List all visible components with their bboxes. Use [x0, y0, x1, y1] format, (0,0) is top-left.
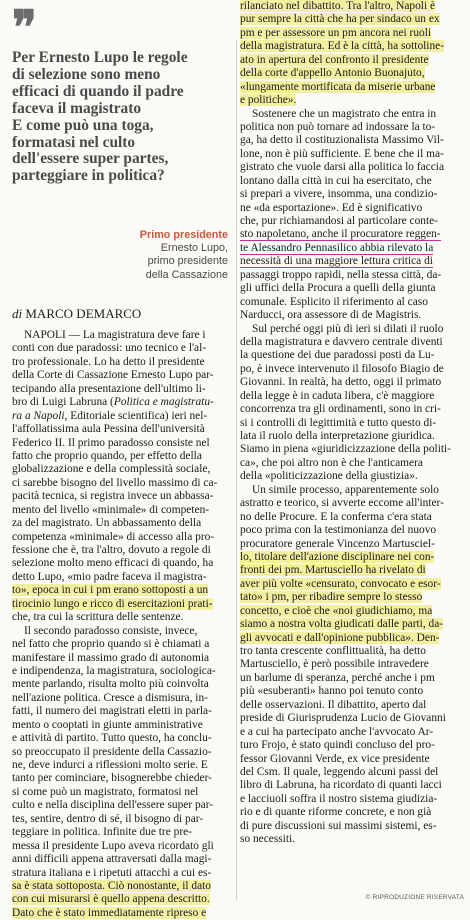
caption-line: della Cassazione [145, 268, 228, 281]
text-run: si prepari a vivere, insomma, una condizio- [240, 188, 438, 201]
text-run: e a cui ha partecipato anche l'avvocato Ar- [240, 725, 434, 738]
text-run: sa è stata sottoposta. Ciò nonostante, il dato [12, 879, 211, 892]
text-line [12, 544, 234, 557]
text-line [240, 658, 468, 671]
quote-mark-icon: ❞ [12, 0, 37, 54]
text-run: politica non può tornare ad indossare la to- [240, 120, 436, 133]
text-run: ca», che poi altro non è che l'anticamera [240, 456, 423, 469]
text-line [12, 531, 234, 544]
text-run: tro professionale. Lo ha detto il presidente [12, 355, 205, 368]
byline-prefix: di [12, 306, 23, 321]
text-run: gli avvocati e dall'opinione pubblica». Den- [240, 631, 440, 644]
text-run: Martusciello, è però possibile intravedere [240, 658, 429, 671]
text-run: aver più volte «censurato, convocato e esor- [240, 577, 441, 590]
text-line [240, 94, 468, 107]
text-line [12, 799, 234, 812]
text-run: globalizzazione e della complessità sociale, [12, 463, 211, 476]
text-line [12, 369, 234, 382]
text-line [240, 672, 468, 685]
text-line [240, 309, 468, 322]
text-run: tro tanta crescente conflittualità, ha detto [240, 645, 426, 657]
headline-line: parteggiare in politica? [12, 167, 165, 185]
text-line [12, 463, 234, 476]
text-line [240, 376, 468, 389]
text-run: ra a Napoli, Editoriale scientifica) ieri nel- [12, 409, 208, 422]
text-run: bro di Luigi Labruna (Politica e magistratu- [12, 396, 214, 409]
text-run: tecipando alla presentazione dell'ultimo li- [12, 382, 206, 395]
text-run: siamo a nostra volta giudicati dalle parti, da- [240, 618, 444, 631]
text-line [240, 40, 468, 53]
text-line [240, 282, 468, 295]
text-line [12, 329, 234, 342]
text-line [240, 632, 468, 645]
text-run: sto napoletano, anche il procuratore reggen- [240, 228, 441, 241]
headline-line: formatasi nel culto [12, 133, 136, 151]
text-run: tes, sentire, dentro di sé, il bisogno di par- [12, 812, 204, 825]
text-line [12, 383, 234, 396]
text-line [240, 591, 468, 604]
headline-line: dell'essere super partes, [12, 150, 169, 168]
text-run: gistrato che vuole darsi alla politica lo faccia [240, 161, 444, 174]
caption-title: Primo presidente [139, 229, 228, 241]
column-divider [236, 40, 237, 900]
text-line [240, 793, 468, 806]
right-column-text [240, 0, 468, 847]
text-line [240, 67, 468, 80]
text-run: Giovanni. In realtà, ha detto, oggi il primato [240, 376, 442, 389]
text-line [240, 699, 468, 712]
text-run: tato» i pm, per ribadire sempre lo stesso [240, 591, 423, 604]
text-run: della Corte di Cassazione Ernesto Lupo par- [12, 369, 214, 382]
text-line [240, 739, 468, 752]
text-run: te Alessandro Pennasilico abbia rilevato la [240, 241, 434, 254]
text-run: preside di Giurisprudenza Lucio de Giovanni [240, 712, 446, 725]
text-line [240, 215, 468, 228]
text-line [12, 665, 234, 678]
text-line [240, 430, 468, 443]
text-run: pm e per assessore un pm ancora nei ruoli [240, 26, 432, 39]
text-line [240, 27, 468, 40]
text-run: fatti, il numero dei magistrati eletti in parla- [12, 705, 212, 718]
text-line [12, 719, 234, 732]
text-run: che, tra cui la scrittura delle sentenze. [12, 611, 184, 624]
text-line [12, 477, 234, 490]
text-line [12, 396, 234, 409]
text-run: fessor Giovanni Verde, ex vice presidente [240, 752, 430, 765]
text-line [240, 605, 468, 618]
text-line [240, 390, 468, 403]
text-run: gli uffici della Procura a quelli della giunta [240, 282, 436, 295]
text-run: astratto e teorico, si avverte eccome all'inter- [240, 497, 444, 510]
text-line [240, 712, 468, 725]
text-line [12, 342, 234, 355]
text-run: con cui misurarsi è quello appena descritto. [12, 893, 210, 906]
text-line [12, 746, 234, 759]
text-line [240, 484, 468, 497]
text-run: ga, ha detto il costituzionalista Massimo Vil- [240, 134, 444, 147]
text-run: delle osservazioni. Il dibattito, aperto dal [240, 698, 427, 711]
text-line [240, 538, 468, 551]
headline-line: Per Ernesto Lupo le regole [12, 49, 188, 66]
text-line [240, 524, 468, 537]
text-run: libro di Labruna, ha ricordato di quanti lacci [240, 779, 442, 792]
text-line [240, 81, 468, 94]
text-line [240, 511, 468, 524]
text-run: del Csm. Il quale, leggendo alcuni passi del [240, 765, 439, 778]
text-line [12, 786, 234, 799]
text-run: Dato che è stato immediatamente ripreso e [12, 906, 207, 919]
text-line [240, 296, 468, 309]
text-run: poco prima con la testimonianza del nuovo [240, 524, 437, 537]
text-line [12, 692, 234, 705]
text-run: concorrenza tra gli ordinamenti, sono in cri- [240, 403, 441, 416]
text-line [12, 732, 234, 745]
caption-line: primo presidente [147, 255, 228, 268]
text-line [12, 840, 234, 853]
text-line [12, 584, 234, 597]
text-run: della magistratura. Ed è la città, ha sottoline- [240, 40, 445, 53]
text-line [12, 759, 234, 772]
text-run: concetto, e cioè che «noi giudichiamo, ma [240, 604, 433, 617]
text-run: ato in apertura del confronto il presidente [240, 53, 429, 66]
text-run: fessione che è, tra l'altro, dovuto a regole di [12, 544, 211, 556]
text-run: della legge è in caduta libera, c'è maggiore [240, 389, 435, 402]
text-run: manifestare il massimo grado di autonomia [12, 651, 210, 664]
text-line [240, 618, 468, 631]
text-line [12, 772, 234, 785]
text-run: Sostenere che un magistrato che entra in [252, 107, 437, 120]
text-line [12, 571, 234, 584]
text-line [240, 753, 468, 766]
text-run: Il secondo paradosso consiste, invece, [24, 624, 198, 637]
text-line [240, 363, 468, 376]
text-run: e politiche». [240, 94, 297, 107]
text-run: passaggi troppo rapidi, nella stessa città, da- [240, 268, 442, 281]
headline-line: efficaci di quando il padre [12, 82, 184, 100]
text-line [12, 853, 234, 866]
text-run: e attività di partito. Tutto questo, ha conclu- [12, 732, 212, 745]
text-line [12, 625, 234, 638]
text-line [240, 779, 468, 792]
text-run: lone, non è più sufficiente. È bene che il ma- [240, 147, 444, 160]
text-run: NAPOLI — La magistratura deve fare i [24, 329, 206, 341]
text-line [240, 175, 468, 188]
text-run: Federico II. Il primo paradosso consiste nel [12, 436, 210, 449]
text-line [12, 880, 234, 893]
text-run: nell'azione politica. Cresce a dismisura, in- [12, 691, 208, 704]
text-run: Siamo in piena «giuridicizzazione della politi- [240, 443, 451, 456]
text-line [240, 578, 468, 591]
text-run: di pure discussioni sui massimi sistemi, es- [240, 819, 437, 832]
text-line [240, 497, 468, 510]
text-line [240, 551, 468, 564]
text-line [240, 0, 468, 13]
text-line [240, 457, 468, 470]
text-run: culto e nella disciplina dell'essere super par- [12, 799, 214, 812]
text-line [240, 806, 468, 819]
text-line [12, 517, 234, 530]
text-run: più «esuberanti» hanno poi tenuto conto [240, 685, 424, 698]
text-run: pur sempre la città che ha per sindaco un ex [240, 13, 440, 26]
text-line [240, 349, 468, 362]
text-line [12, 557, 234, 570]
text-run: si come può un magistrato, formatosi nel [12, 785, 199, 798]
text-line [240, 645, 468, 658]
text-line [12, 356, 234, 369]
text-run: della corte d'appello Antonio Buonajuto, [240, 67, 425, 80]
text-line [12, 813, 234, 826]
text-line [240, 403, 468, 416]
text-run: stratura italiana e i ripetuti attacchi a cui es- [12, 866, 212, 879]
text-run: no delle Procure. E la conferma c'era stata [240, 510, 432, 523]
text-line [12, 598, 234, 611]
text-run: un barlume di speranza, perché anche i pm [240, 671, 435, 684]
text-line [240, 188, 468, 201]
text-line [240, 336, 468, 349]
text-line [240, 13, 468, 26]
text-line [12, 437, 234, 450]
text-line [240, 269, 468, 282]
text-run: la questione dei due paradossi posti da Lu- [240, 349, 435, 362]
text-run: ne, deve indurci a riflessioni molto serie. E [12, 759, 208, 771]
text-run: si i controlli di legittimità e tutto questo di- [240, 416, 437, 429]
text-line [240, 443, 468, 456]
text-line [12, 423, 234, 436]
text-run: tanto per cominciare, bisognerebbe chieder- [12, 772, 212, 785]
byline [12, 307, 141, 321]
text-run: so necessiti. [240, 833, 296, 846]
text-run: l'affollatissima aula Pessina dell'università [12, 423, 205, 436]
text-run: necessità di una maggiore lettura critica di [240, 255, 433, 268]
headline-line: E come può una toga, [12, 116, 154, 134]
text-line [240, 323, 468, 336]
text-line [12, 504, 234, 517]
text-line [240, 54, 468, 67]
text-run: nel fatto che proprio quando si è chiamati a [12, 638, 210, 651]
headline-line: di selezione sono meno [12, 65, 161, 83]
text-line [12, 893, 234, 906]
text-run: rio e di quante riforme concrete, e non già [240, 806, 432, 819]
text-run: po, è invece intervenuto il filosofo Biagio de [240, 362, 444, 375]
text-line [240, 148, 468, 161]
text-run: anni difficili appena attraversati dalla magi- [12, 853, 212, 866]
text-line [240, 820, 468, 833]
text-line [12, 867, 234, 880]
text-run: rilanciato nel dibattito. Tra l'altro, Napoli è [240, 0, 436, 12]
text-run: detto Lupo, «mio padre faceva il magistra- [12, 570, 207, 583]
photo-caption [68, 229, 228, 282]
text-run: Sul perché oggi più di ieri si dilati il ruolo [252, 322, 444, 335]
text-line [240, 108, 468, 121]
text-run: mento o cooptati in giunte amministrative [12, 718, 203, 731]
text-line [240, 470, 468, 483]
text-line [12, 678, 234, 691]
text-line [12, 611, 234, 624]
text-line [12, 907, 234, 920]
text-run: Narducci, ora assessore di de Magistris. [240, 309, 422, 322]
text-run: conti con due paradossi: uno tecnico e l'al- [12, 342, 207, 355]
text-line [240, 564, 468, 577]
text-run: e indipendenza, la magistratura, sociologica- [12, 664, 216, 677]
text-run: ci sarebbe bisogno del livello massimo di ca- [12, 476, 218, 489]
copyright-footer: © RIPRODUZIONE RISERVATA [365, 894, 464, 901]
text-run: turo Frojo, è stato quindi concluso del pro- [240, 739, 435, 752]
text-line [240, 685, 468, 698]
text-run: so preoccupato il presidente della Cassazio- [12, 745, 212, 758]
text-line [12, 652, 234, 665]
text-run: lontano dalla città in cui ha esercitato, che [240, 174, 432, 187]
text-run: della magistratura e davvero centrale diventi [240, 335, 443, 348]
text-run: «lungamente mortificata da miserie urbane [240, 80, 436, 93]
text-line [12, 410, 234, 423]
text-run: messa il presidente Lupo aveva ricordato gli [12, 839, 214, 852]
text-line [12, 450, 234, 463]
text-run: mento del livello «minimale» di competen- [12, 503, 210, 516]
text-line [240, 833, 468, 846]
text-run: lo, titolare dell'azione disciplinare nei con- [240, 550, 435, 563]
text-run: fatto che proprio quando, per effetto della [12, 449, 202, 462]
text-line [12, 705, 234, 718]
text-line [12, 826, 234, 839]
headline-line: faceva il magistrato [12, 99, 142, 117]
text-run: mente parlando, risulta molto più coinvolta [12, 678, 209, 691]
headline [12, 50, 230, 185]
left-column [0, 0, 234, 919]
text-line [240, 228, 468, 241]
left-column-text [12, 329, 234, 920]
text-line [240, 202, 468, 215]
text-line [240, 417, 468, 430]
text-line [12, 490, 234, 503]
text-run: teggiare in politica. Infinite due tre pre- [12, 826, 192, 839]
text-run: procuratore generale Vincenzo Martusciel- [240, 537, 435, 550]
text-line [240, 242, 468, 255]
text-run: della «politicizzazione della giustizia». [240, 470, 418, 483]
text-run: fronti dei pm. Martusciello ha rivelato di [240, 564, 426, 577]
text-line [240, 161, 468, 174]
text-run: e lacciuoli soffra il nostro sistema giudizia- [240, 792, 438, 805]
byline-author: MARCO DEMARCO [25, 306, 142, 321]
text-run: Un simile processo, apparentemente solo [252, 483, 439, 496]
text-run: za del magistrato. Un abbassamento della [12, 517, 202, 530]
text-line [240, 121, 468, 134]
text-run: to», epoca in cui i pm erano sottoposti a un [12, 584, 209, 597]
text-run: selezione molto meno efficaci di quando, ha [12, 557, 214, 570]
text-run: lata il ruolo della interpretazione giuridica. [240, 430, 435, 442]
text-line [240, 726, 468, 739]
text-line [240, 255, 468, 268]
right-column [240, 0, 470, 908]
text-run: che, pur richiamandosi al particolare conte- [240, 215, 438, 227]
text-line [240, 134, 468, 147]
text-run: pacità tecnica, si registra invece un abbassa- [12, 490, 214, 503]
text-run: ne «da esportazione». Ed è significativo [240, 201, 423, 214]
text-line [240, 766, 468, 779]
caption-line: Ernesto Lupo, [160, 242, 228, 254]
text-run: comunale. Esplicito il riferimento al caso [240, 295, 428, 308]
text-run: competenza «minimale» di accesso alla pro- [12, 530, 215, 543]
text-run: tirocinio lungo e ricco di esercitazioni prati- [12, 597, 213, 610]
text-line [12, 638, 234, 651]
